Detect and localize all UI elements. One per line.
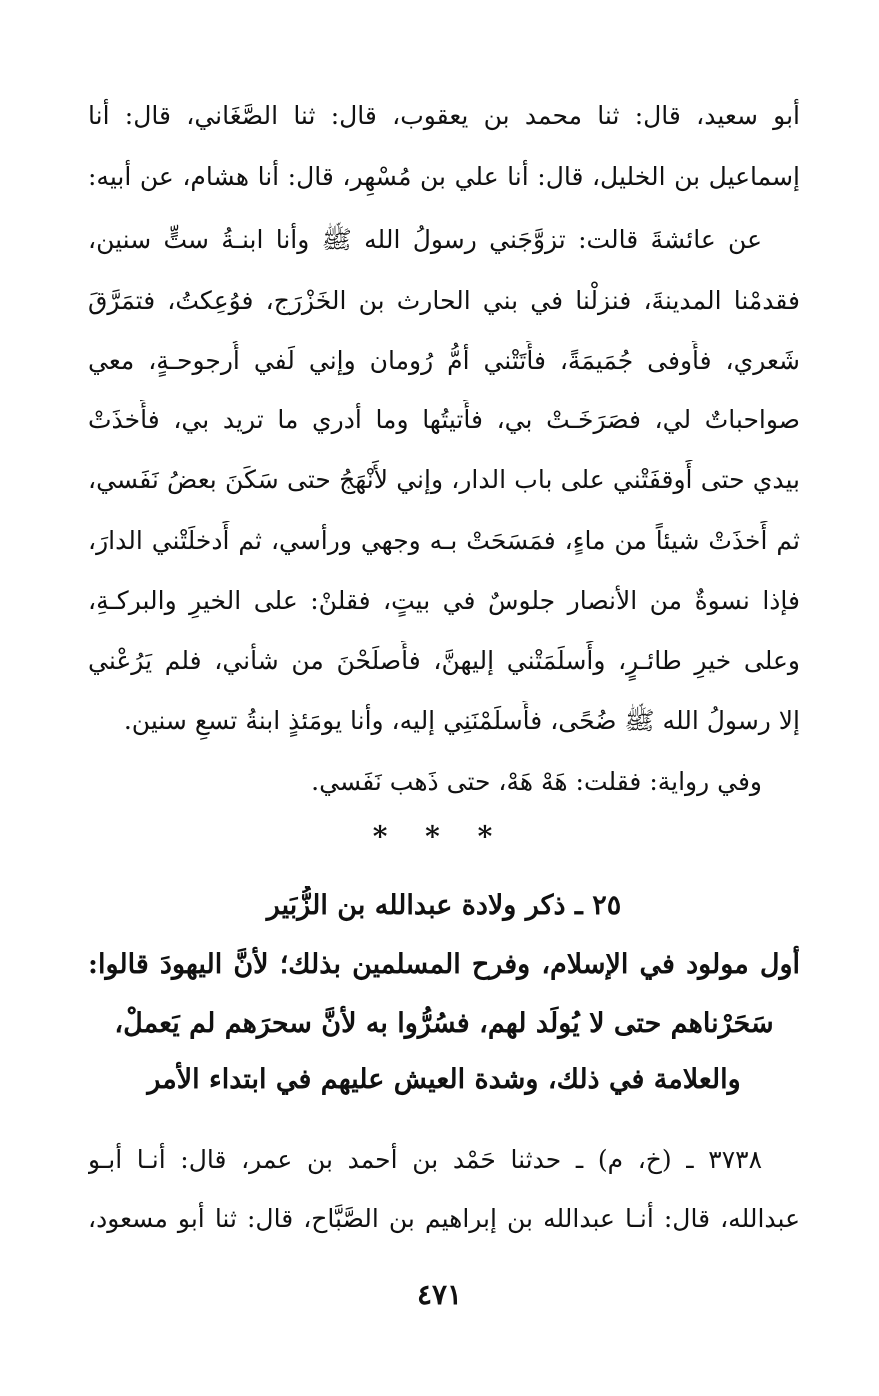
text-line: بيدي حتى أَوقفَتْني على باب الدار، وإني لأَنْهَجُ حتى سَكَنَ بعضُ نَفَسي، (88, 465, 800, 494)
text-line: ثم أَخذَتْ شيئاً من ماءٍ، فمَسَحَتْ بـه وجهي ورأسي، ثم أَدخلَتْني الدارَ، (88, 526, 800, 555)
chapter-subtitle-line: سَحَرْناهم حتى لا يُولَد لهم، فسُرُّوا به لأنَّ سحرَهم لم يَعملْ، (114, 1008, 774, 1039)
text-line: إلا رسولُ الله ﷺ ضُحًى، فأَسلَمْنَنِي إليه، وأنا يومَئذٍ ابنةُ تسعِ سنين. (123, 706, 800, 735)
text-line: شَعري، فأَوفى جُمَيمَةً، فأَتَتْني أمُّ رُومان وإني لَفي أُرجوحـةٍ، معي (88, 346, 800, 375)
section-separator: * * * (372, 820, 507, 853)
page-number: ٤٧١ (416, 1278, 463, 1311)
chapter-subtitle-line: والعلامة في ذلك، وشدة العيش عليهم في ابتداء الأمر (147, 1064, 741, 1095)
text-line: عن عائشةَ قالت: تزوَّجَني رسولُ الله ﷺ وأنا ابنـةُ ستٍّ سنين، (88, 225, 762, 254)
text-line: عبدالله، قال: أنـا عبدالله بن إبراهيم بن الصَّبَّاح، قال: ثنا أبو مسعود، (88, 1204, 800, 1233)
chapter-title: ٢٥ ـ ذكر ولادة عبدالله بن الزُّبَير (266, 890, 622, 921)
text-line: وعلى خيرِ طائـرٍ، وأَسلَمَتْني إليهنَّ، فأَصلَحْنَ من شأني، فلم يَرُعْني (88, 646, 800, 675)
text-line: ٣٧٣٨ ـ (خ، م) ـ حدثنا حَمْد بن أحمد بن عمر، قال: أنـا أبـو (88, 1145, 762, 1174)
text-line: فقدمْنا المدينةَ، فنزلْنا في بني الحارث بن الخَزْرَج، فوُعِكتُ، فتمَرَّقَ (88, 286, 800, 315)
chapter-subtitle-line: أول مولود في الإسلام، وفرح المسلمين بذلك؛ لأنَّ اليهودَ قالوا: (88, 949, 800, 980)
text-line: وفي رواية: فقلت: هَهْ هَهْ، حتى ذَهب نَفَسي. (311, 767, 762, 796)
text-line: فإذا نسوةٌ من الأنصار جلوسٌ في بيتٍ، فقلنْ: على الخيرِ والبركـةِ، (88, 586, 800, 615)
text-line: أبو سعيد، قال: ثنا محمد بن يعقوب، قال: ثنا الصَّغَاني، قال: أنا (88, 101, 800, 130)
text-line: صواحباتٌ لي، فصَرَخَـتْ بي، فأَتيتُها وما أدري ما تريد بي، فأَخذَتْ (88, 405, 800, 434)
text-line: إسماعيل بن الخليل، قال: أنا علي بن مُسْهِر، قال: أنا هشام، عن أبيه: (88, 162, 800, 191)
